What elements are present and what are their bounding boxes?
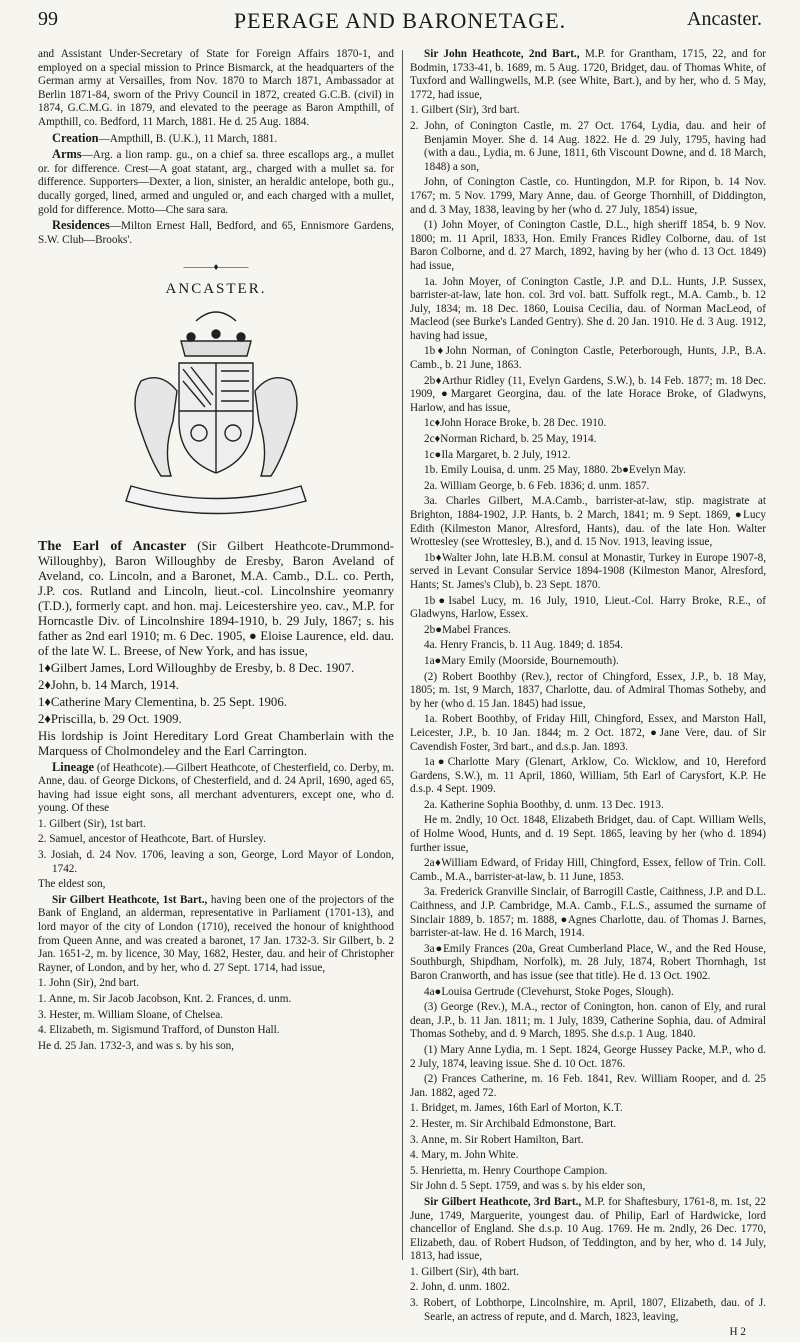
entry: 1b. Emily Louisa, d. unm. 25 May, 1880. 2b●Evelyn May. xyxy=(424,464,686,477)
entry: (1) John Moyer, of Conington Castle, D.L., high sheriff 1854, b. 9 Nov. 1800; m. 11 April, 1833, Hon. Emily Frances Ridley Colborne, dau. of 1st Baron Colborne, and d. 27 March, 1892, having by her (who d. 13 Oct. 1849) had issue, xyxy=(410,219,766,272)
daughter-item: 5. Henrietta, m. Henry Courthope Campion. xyxy=(410,1164,608,1177)
signature-mark: H 2 xyxy=(729,1326,746,1339)
issue-item: 1♦Gilbert James, Lord Willoughby de Eresby, b. 8 Dec. 1907. xyxy=(38,660,355,675)
entry: Sir John d. 5 Sept. 1759, and was s. by his elder son, xyxy=(410,1180,646,1193)
running-header-section: Ancaster. xyxy=(687,8,762,30)
daughter-item: 4. Mary, m. John White. xyxy=(410,1149,519,1162)
column-divider xyxy=(402,50,403,1260)
right-column xyxy=(410,48,766,1342)
daughter-item: 2. Hester, m. Sir Archibald Edmonstone, Bart. xyxy=(410,1117,617,1130)
entry: 2a♦William Edward, of Friday Hill, Chingford, Essex, fellow of Trin. Coll. Camb., M.A., barrister-at-law, b. 11 June, 1853. xyxy=(410,857,766,883)
sir-john-text: M.P. for Grantham, 1715, 22, and for Bodmin, 1733-41, b. 1689, m. 5 Aug. 1720, Bridget, dau. of Thomas White, of Tuxford and Wallingwells, M.P. (see White, Bart.), and by her, who d. 5 May, 1772, had issue, xyxy=(410,48,767,101)
issue-item: 2♦Priscilla, b. 29 Oct. 1909. xyxy=(38,711,182,726)
child-item: 1. John (Sir), 2nd bart. xyxy=(38,977,139,990)
sir-john-label: Sir John Heathcote, 2nd Bart., xyxy=(424,48,580,60)
arms-heading: ANCASTER. xyxy=(165,280,267,297)
lineage-item: 2. Samuel, ancestor of Heathcote, Bart. of Hursley. xyxy=(38,833,266,846)
sir-gilbert-text: having been one of the projectors of the Bank of England, an alderman, representative in Parliament (1701-13), and lord mayor of the city of London (1710), received the honour of knighthood from Queen Anne, and was created a baronet, 17 Jan. 1732-3. Sir Gilbert, b. 2 Jan. 1651-2, m. by licence, 30 May, 1682, Hester, dau. and heir of Christopher Rayner, of London, and by her, who d. 27 Sept. 1714, had issue, xyxy=(38,893,394,974)
daughter-item: 3. Anne, m. Sir Robert Hamilton, Bart. xyxy=(410,1133,584,1146)
coat-of-arms-icon xyxy=(101,301,331,531)
peer-heading: The Earl of Ancaster xyxy=(38,538,187,554)
issue-item: 1. Gilbert (Sir), 3rd bart. xyxy=(410,104,520,117)
entry: 2c♦Norman Richard, b. 25 May, 1914. xyxy=(424,433,597,446)
page-number: 99 xyxy=(38,8,58,30)
entry: 2b●Mabel Frances. xyxy=(424,623,511,636)
separator: ———♦——— xyxy=(183,262,249,274)
arms-text: —Arg. a lion ramp. gu., on a chief sa. three escallops arg., a mullet or. for difference. Crest—A goat statant, arg., charged with a mullet sa. for difference. Supporters—Dexter, a lion, sinister, an heraldic antelope, both gu., ducally gorged, lined, armed and unguled or, and each charged with a mullet, gold for difference. Motto—Che sara sara. xyxy=(38,149,394,216)
peer-paragraph xyxy=(38,539,394,659)
running-header: PEERAGE AND BARONETAGE. xyxy=(233,8,567,33)
closing-line: He d. 25 Jan. 1732-3, and was s. by his son, xyxy=(38,1039,235,1052)
lordship-paragraph: His lordship is Joint Hereditary Lord Great Chamberlain with the Marquess of Cholmondeley and the Earl Carrington. xyxy=(38,728,394,758)
entry: 1b●Isabel Lucy, m. 16 July, 1910, Lieut.-Col. Harry Broke, R.E., of Gladwyns, Harlow, Essex. xyxy=(410,594,766,621)
entry: (2) Robert Boothby (Rev.), rector of Chingford, Essex, J.P., b. 18 May, 1805; m. 1st, 9 March, 1837, Charlotte, dau. of Admiral Thomas Sotheby, and by her (who d. 15 Jan. 1845) had issue, xyxy=(410,670,766,710)
issue-item: 2. John, d. unm. 1802. xyxy=(410,1281,510,1294)
entry: 2a. William George, b. 6 Feb. 1836; d. unm. 1857. xyxy=(424,479,650,492)
entry: 2a. Katherine Sophia Boothby, d. unm. 13 Dec. 1913. xyxy=(424,798,664,811)
lineage-text: (of Heathcote).—Gilbert Heathcote, of Chesterfield, co. Derby, m. Anne, dau. of George Dickons, of Chesterfield, and d. 24 April, 1690, aged 65, having had issue eight sons, all merchant adventurers, except one, who d. young. Of these xyxy=(38,761,395,815)
lineage-label: Lineage xyxy=(52,759,94,774)
issue-item: 2. John, of Conington Castle, m. 27 Oct. 1764, Lydia, dau. and heir of Benjamin Moyer. She d. 14 Aug. 1822. He d. 29 July, 1795, having had (with a dau., Lydia, m. 6 June, 1811, 6th Viscount Downe, and d. 18 March, 1848) a son, xyxy=(410,119,766,173)
entry: 3a. Frederick Granville Sinclair, of Barrogill Castle, Caithness, J.P. and D.L. Caithness, and J.P. Cambridge, M.A. Camb., F.L.S., assumed the surname of Sinclair 1889, b. 1857; m. 1888, ●Agnes Charlotte, dau. of Thomas J. Barnes, barrister-at-law. He d. 16 March, 1914. xyxy=(410,886,766,940)
entry: 1a. John Moyer, of Conington Castle, J.P. and D.L. Hunts, J.P. Sussex, barrister-at-law, late hon. col. 3rd vol. batt. Suffolk regt., M.A. Camb., b. 12 July, 1834; m. 18 Dec. 1860, Louisa Cecilia, dau. of Norman MacLeod, of Macleod (see Burke's Landed Gentry). She d. 20 Jan. 1910. He d. 3 Aug. 1912, having had issue, xyxy=(410,275,766,342)
residences-text: —Milton Ernest Hall, Bedford, and 65, Ennismore Gardens, S.W. Club—Brooks'. xyxy=(38,220,394,246)
entry: 1a. Robert Boothby, of Friday Hill, Chingford, Essex, and Marston Hall, Leicester, J.P., b. 10 Jan. 1844; m. 2 Oct. 1872, ●Jane Vere, dau. of Sir Cavendish Foster, 3rd bart., and d.s.p. Jan. 1893. xyxy=(410,713,766,753)
intro-paragraph: and Assistant Under-Secretary of State for Foreign Affairs 1870-1, and employed on a special mission to Prince Bismarck, at the headquarters of the German army at Versailles, from Nov. 1870 to March 1871, Ambassador at Berlin 1871-84, sworn of the Privy Council in 1872, created G.C.B. (civil) in 1874, G.C.M.G. in 1879, and elevated to the peerage as Baron Ampthill, of Ampthill, co. Bedford, 11 March, 1881. He d. 25 Aug. 1884. xyxy=(38,48,394,128)
creation-label: Creation xyxy=(52,130,99,145)
arms-label: Arms xyxy=(52,147,82,162)
arms-paragraph xyxy=(38,148,394,217)
child-item: 4. Elizabeth, m. Sigismund Trafford, of Dunston Hall. xyxy=(38,1024,280,1037)
entry: John, of Conington Castle, co. Huntingdon, M.P. for Ripon, b. 14 Nov. 1767; m. 5 Nov. 1799, Mary Anne, dau. of George Thornhill, of Diddington, and d. 3 May, 1838, leaving by her (who d. 27 July, 1854) issue, xyxy=(410,176,766,216)
entry: 3a●Emily Frances (20a, Great Cumberland Place, W., and the Red House, Southburgh, Shipdham, Norfolk), m. 28 July, 1874, Robert Thornhagh, 1st Baron Cranworth, and has issue (see that title). He d. 13 Oct. 1902. xyxy=(410,942,766,982)
entry: 3a. Charles Gilbert, M.A.Camb., barrister-at-law, stip. magistrate at Brighton, 1884-1902, J.P. Hants, b. 2 March, 1841; m. 9 Sept. 1869, ●Lucy Edith (Kilmeston Manor, Alresford, Hants), dau. of the late Hon. Walter Wrottesley (see Wrottesley, B.), and d. 15 Nov. 1913, leaving issue, xyxy=(410,495,766,549)
daughter-item: 1. Bridget, m. James, 16th Earl of Morton, K.T. xyxy=(410,1102,623,1115)
entry: 4a. Henry Francis, b. 11 Aug. 1849; d. 1854. xyxy=(424,639,624,652)
entry: (3) George (Rev.), M.A., rector of Conington, hon. canon of Ely, and rural dean, J.P., b. 11 Jan. 1811; m. 1 July, 1839, Catherine Sophia, dau. of Admiral Thomas Sotheby, and d. 9 March, 1895. She d.s.p. 1 Aug. 1840. xyxy=(410,1001,766,1041)
entry: 1a●Charlotte Mary (Glenart, Arklow, Co. Wicklow, and 10, Hereford Gardens, S.W.), m. 11 April, 1860, William, 5th Earl of Carysfort, K.P. He d.s.p. 4 Sept. 1909. xyxy=(410,756,766,796)
entry: (2) Frances Catherine, m. 16 Feb. 1841, Rev. William Rooper, and d. 25 Jan. 1882, aged 72. xyxy=(410,1073,766,1099)
entry: 1b♦Walter John, late H.B.M. consul at Monastir, Turkey in Europe 1907-8, served in Levant Consular Service 1894-1908 (Kilmeston Manor, Alresford, Hants; St. James's Club), b. 23 Sept. 1870. xyxy=(410,551,766,591)
sir-gilbert-label: Sir Gilbert Heathcote, 1st Bart., xyxy=(52,893,208,906)
eldest-son-line: The eldest son, xyxy=(38,878,106,891)
sir-gilbert-3rd-paragraph xyxy=(410,1196,766,1264)
issue-item: 3. Robert, of Lobthorpe, Lincolnshire, m. April, 1807, Elizabeth, dau. of J. Searle, an actress of repute, and d. March, 1823, leaving, xyxy=(410,1297,766,1323)
sir-gilbert-3rd-label: Sir Gilbert Heathcote, 3rd Bart., xyxy=(424,1195,582,1208)
entry: He m. 2ndly, 10 Oct. 1848, Elizabeth Bridget, dau. of Capt. William Wells, of Holme Wood, Hunts, and d. 19 Sept. 1865, leaving by her (who d. 1894) further issue, xyxy=(410,814,766,854)
child-item: 1. Anne, m. Sir Jacob Jacobson, Knt. 2. Frances, d. unm. xyxy=(38,993,292,1005)
issue-item: 1. Gilbert (Sir), 4th bart. xyxy=(410,1265,520,1278)
child-item: 3. Hester, m. William Sloane, of Chelsea. xyxy=(38,1008,224,1021)
issue-item: 2♦John, b. 14 March, 1914. xyxy=(38,677,179,692)
residences-label: Residences xyxy=(52,218,110,233)
entry: 2b♦Arthur Ridley (11, Evelyn Gardens, S.W.), b. 14 Feb. 1877; m. 18 Dec. 1909, ●Margaret Georgina, dau. of the late Horace Broke, of Gladwyns, Harlow, and has issue, xyxy=(410,374,766,414)
left-column xyxy=(38,48,394,1055)
residences-paragraph xyxy=(38,219,394,247)
entry: (1) Mary Anne Lydia, m. 1 Sept. 1824, George Hussey Packe, M.P., who d. 2 July, 1874, leaving issue. She d. 10 Oct. 1876. xyxy=(410,1043,766,1070)
entry: 1c♦John Horace Broke, b. 28 Dec. 1910. xyxy=(424,417,607,430)
sir-gilbert-3rd-text: M.P. for Shaftesbury, 1761-8, m. 1st, 22 June, 1749, Marguerite, youngest dau. of Philip, Earl of Hardwicke, lord chancellor of England. She d.s.p. 10 Aug. 1769. He m. 2ndly, 26 Dec. 1770, Elizabeth, dau. of Robert Hudson, of Teddington, and by her, who d. 14 July, 1813, had issue, xyxy=(410,1195,766,1263)
issue-item: 1♦Catherine Mary Clementina, b. 25 Sept. 1906. xyxy=(38,694,287,709)
sir-gilbert-paragraph xyxy=(38,894,394,976)
lineage-item: 3. Josiah, d. 24 Nov. 1706, leaving a son, George, Lord Mayor of London, 1742. xyxy=(38,849,394,875)
sir-john-paragraph xyxy=(410,48,766,102)
lineage-paragraph xyxy=(38,761,394,816)
creation-text: —Ampthill, B. (U.K.), 11 March, 1881. xyxy=(98,132,278,145)
entry: 1c●Ila Margaret, b. 2 July, 1912. xyxy=(424,448,571,461)
entry: 4a●Louisa Gertrude (Clevehurst, Stoke Poges, Slough). xyxy=(424,985,674,998)
peer-text: (Sir Gilbert Heathcote-Drummond-Willoughby), Baron Willoughby de Eresby, Baron Aveland of Aveland, co. Lincoln, and a Baronet, M.A. Camb., D.L. co. Perth, J.P. cos. Rutland and Lincoln, lieut.-col. Lincolnshire yeomanry (T.D.), formerly capt. and hon. maj. Leicestershire yeo. cav., M.P. for Horncastle Div. of Lincolnshire 1894-1910, b. 29 July, 1867; s. his father as 2nd earl 1910; m. 6 Dec. 1905, ● Eloise Laurence, eld. dau. of the late W. L. Breese, of New York, and has issue, xyxy=(38,538,394,658)
lineage-item: 1. Gilbert (Sir), 1st bart. xyxy=(38,817,146,830)
creation-paragraph xyxy=(38,132,394,147)
entry: 1b♦John Norman, of Conington Castle, Peterborough, Hunts, J.P., B.A. Camb., b. 21 June, 1863. xyxy=(410,345,766,372)
entry: 1a●Mary Emily (Moorside, Bournemouth). xyxy=(424,654,619,667)
